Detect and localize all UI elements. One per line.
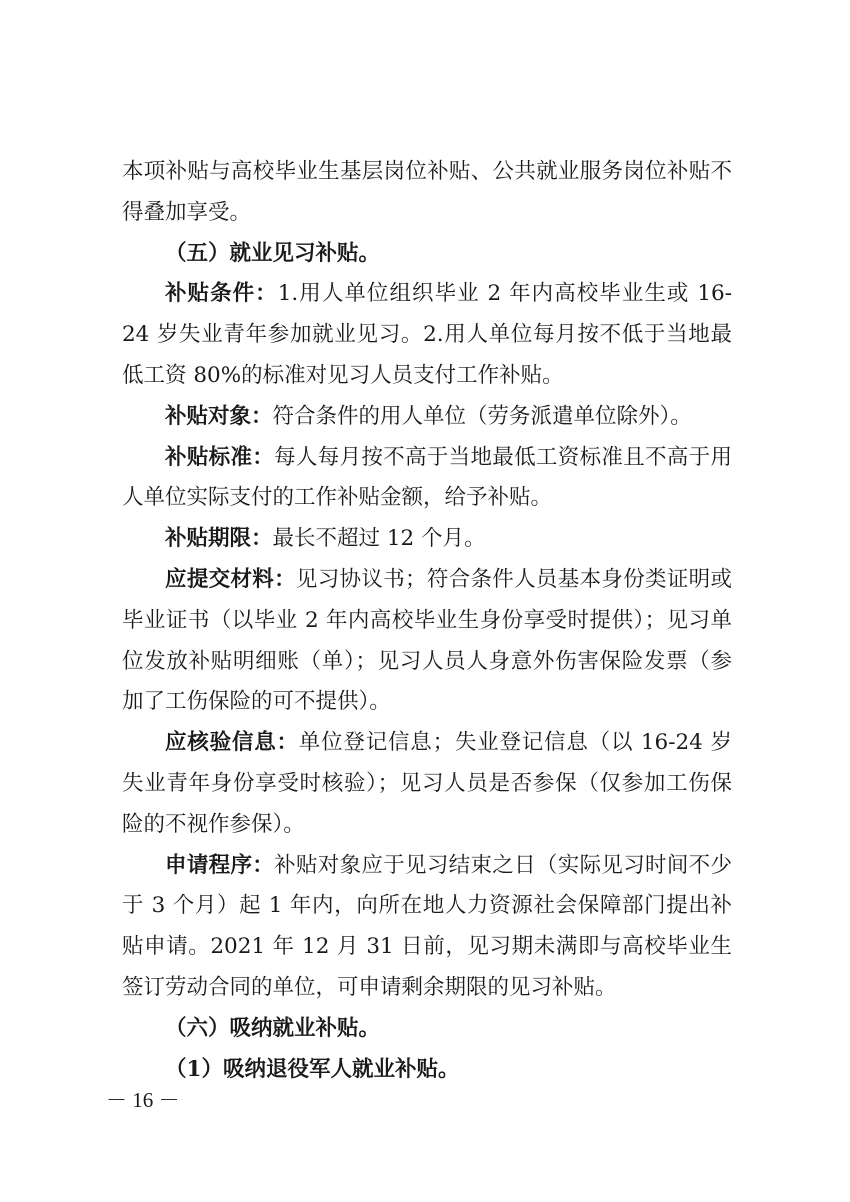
conditions-text: 1.用人单位组织毕业 2 年内高校毕业生或 16-24 岁失业青年参加就业见习。2.用人单位每月按不低于当地最低工资 80%的标准对见习人员支付工作补贴。 — [122, 281, 732, 388]
document-body — [122, 152, 732, 1090]
materials-text: 见习协议书；符合条件人员基本身份类证明或毕业证书（以毕业 2 年内高校毕业生身份享受时提供）；见习单位发放补贴明细账（单）；见习人员人身意外伤害保险发票（参加了工伤保险的可不提供）。 — [122, 566, 732, 715]
paragraph-verification — [122, 723, 732, 845]
materials-label: 应提交材料： — [165, 566, 296, 592]
section-heading-6 — [122, 1009, 732, 1050]
paragraph-procedure — [122, 846, 732, 1009]
paragraph-1-text: 本项补贴与高校毕业生基层岗位补贴、公共就业服务岗位补贴不得叠加享受。 — [122, 159, 732, 225]
conditions-label: 补贴条件： — [165, 281, 278, 307]
verification-label: 应核验信息： — [165, 730, 299, 756]
period-label: 补贴期限： — [165, 526, 273, 552]
section-heading-5-text: （五）就业见习补贴。 — [165, 240, 381, 266]
verification-text: 单位登记信息；失业登记信息（以 16-24 岁失业青年身份享受时核验）；见习人员是否参保（仅参加工伤保险的不视作参保）。 — [122, 730, 732, 837]
paragraph-1 — [122, 152, 732, 234]
paragraph-target — [122, 397, 732, 438]
paragraph-period — [122, 519, 732, 560]
target-label: 补贴对象： — [165, 403, 273, 429]
standard-label: 补贴标准： — [165, 444, 275, 470]
paragraph-standard — [122, 438, 732, 520]
paragraph-materials — [122, 560, 732, 723]
paragraph-conditions — [122, 274, 732, 396]
period-text: 最长不超过 12 个月。 — [272, 526, 486, 552]
section-heading-5 — [122, 234, 732, 275]
standard-text: 每人每月按不高于当地最低工资标准且不高于用人单位实际支付的工作补贴金额，给予补贴。 — [122, 444, 732, 511]
target-text: 符合条件的用人单位（劳务派遣单位除外）。 — [272, 403, 692, 429]
page-number: － 16 － — [106, 1088, 180, 1112]
procedure-text: 补贴对象应于见习结束之日（实际见习时间不少于 3 个月）起 1 年内，向所在地人力资源社会保障部门提出补贴申请。2021 年 12 月 31 日前，见习期未满即与高校毕业生签订劳动合同的单位，可申请剩余期限的见习补贴。 — [122, 852, 732, 1000]
subsection-heading-1-text: （1）吸纳退役军人就业补贴。 — [165, 1056, 460, 1082]
subsection-heading-1 — [122, 1050, 732, 1091]
section-heading-6-text: （六）吸纳就业补贴。 — [165, 1015, 381, 1041]
procedure-label: 申请程序： — [165, 852, 275, 878]
